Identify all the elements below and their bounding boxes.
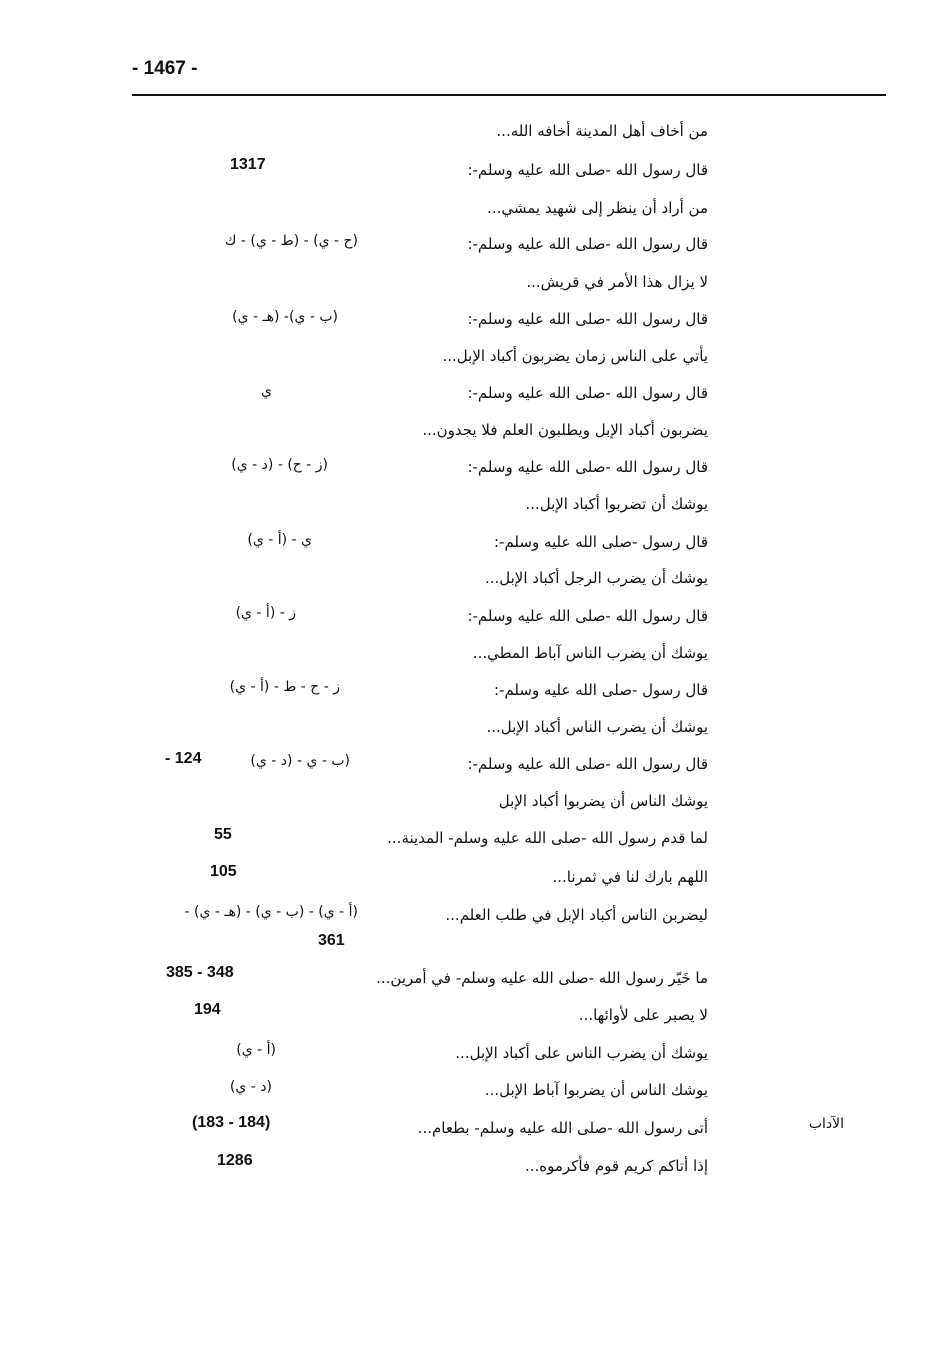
manuscript-sigla: (د - ي): [229, 1079, 272, 1095]
page-reference: - 124: [165, 750, 202, 767]
text-line: قال رسول الله -صلى الله عليه وسلم-:: [467, 458, 708, 476]
page-reference: 105: [210, 863, 237, 880]
header-rule: [132, 94, 886, 96]
text-line: قال رسول الله -صلى الله عليه وسلم-:: [467, 235, 708, 253]
page-number: - 1467 -: [132, 58, 198, 79]
manuscript-sigla: (ب - ي)- (هـ - ي): [232, 309, 338, 325]
text-line: قال رسول الله -صلى الله عليه وسلم-:: [467, 384, 708, 402]
text-line: قال رسول -صلى الله عليه وسلم-:: [493, 681, 708, 699]
text-line: قال رسول -صلى الله عليه وسلم-:: [493, 533, 708, 551]
manuscript-sigla: (ب - ي - (د - ي): [250, 753, 350, 769]
text-line: يوشك أن يضرب الناس أكباد الإبل...: [486, 718, 708, 736]
text-line: قال رسول الله -صلى الله عليه وسلم-:: [467, 607, 708, 625]
manuscript-sigla: (ح - ي) - (ط - ي) - ك: [224, 233, 358, 249]
page-reference: 361: [318, 932, 345, 949]
text-line: قال رسول الله -صلى الله عليه وسلم-:: [467, 161, 708, 179]
manuscript-sigla: ز - (أ - ي): [235, 605, 296, 621]
page-reference: 1286: [217, 1152, 253, 1169]
text-line: قال رسول الله -صلى الله عليه وسلم-:: [467, 310, 708, 328]
text-line: لا يصبر على لأوائها...: [578, 1006, 708, 1024]
margin-section-label: الآداب: [808, 1116, 844, 1132]
text-line: يوشك الناس أن يضربوا أكباد الإبل: [498, 792, 708, 810]
text-line: يضربون أكباد الإبل ويطلبون العلم فلا يجدون...: [422, 421, 708, 439]
text-line: من أخاف أهل المدينة أخافه الله...: [496, 122, 708, 140]
page-reference: 55: [214, 826, 232, 843]
text-line: ما خَيّر رسول الله -صلى الله عليه وسلم- في أمرين...: [376, 969, 708, 987]
text-line: يوشك أن تضربوا أكباد الإبل...: [525, 495, 708, 513]
manuscript-sigla: ي - (أ - ي): [247, 532, 312, 548]
page-reference: 194: [194, 1001, 221, 1018]
text-line: اللهم بارك لنا في ثمرنا...: [552, 868, 708, 886]
text-line: أتى رسول الله -صلى الله عليه وسلم- بطعام...: [417, 1119, 708, 1137]
manuscript-sigla: (أ - ي) - (ب - ي) - (هـ - ي) -: [184, 904, 358, 920]
manuscript-sigla: (أ - ي): [236, 1042, 276, 1058]
text-line: لا يزال هذا الأمر في قريش...: [526, 273, 708, 291]
text-line: من أراد أن ينظر إلى شهيد يمشي...: [487, 199, 708, 217]
text-line: يوشك أن يضرب الناس على أكباد الإبل...: [455, 1044, 708, 1062]
text-line: إذا أتاكم كريم قوم فأكرموه...: [524, 1157, 708, 1175]
text-line: يوشك الناس أن يضربوا آباط الإبل...: [484, 1081, 708, 1099]
manuscript-sigla: ز - ح - ط - (أ - ي): [229, 679, 340, 695]
text-line: قال رسول الله -صلى الله عليه وسلم-:: [467, 755, 708, 773]
text-line: لما قدم رسول الله -صلى الله عليه وسلم- المدينة...: [387, 829, 708, 847]
text-line: يوشك أن يضرب الرجل أكباد الإبل...: [484, 569, 708, 587]
manuscript-sigla: (ز - ح) - (د - ي): [231, 457, 328, 473]
text-line: ليضربن الناس أكباد الإبل في طلب العلم...: [445, 906, 708, 924]
text-line: يأتي على الناس زمان يضربون أكباد الإبل...: [442, 347, 708, 365]
page-reference: 385 - 348: [166, 964, 234, 981]
page-reference: (183 - 184): [192, 1114, 271, 1131]
page-reference: 1317: [230, 156, 266, 173]
manuscript-sigla: ي: [261, 383, 272, 399]
text-line: يوشك أن يضرب الناس آباط المطي...: [472, 644, 708, 662]
